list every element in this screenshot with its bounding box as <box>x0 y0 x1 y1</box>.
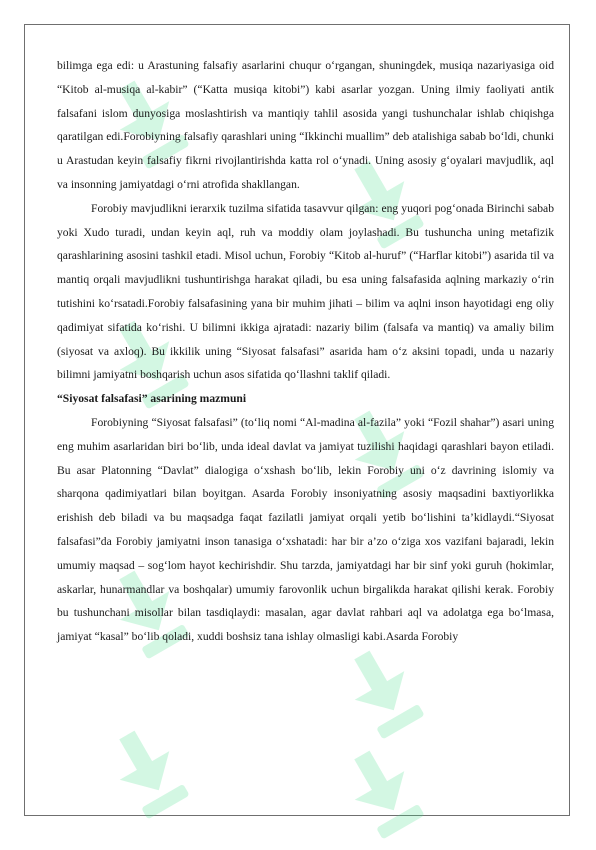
document-body <box>57 54 554 649</box>
section-heading: “Siyosat falsafasi” asarining mazmuni <box>57 392 247 406</box>
paragraph-3: Forobiyning “Siyosat falsafasi” (to‘liq nomi “Al-madina al-fazila” yoki “Fozil shahar”) asari uning eng muhim asarlaridan biri bo‘lib, unda ideal davlat va jamiyat tuzilishi haqidagi qarashlari bayon etiladi. Bu asar Platonning “Davlat” dialogiga o‘xshash bo‘lib, lekin Forobiy uni o‘z davrining islomiy va sharqona qadimiyatlari bilan boyitgan. Asarda Forobiy insoniyatning asosiy maqsadini baxtiyorlikka erishish deb biladi va bu maqsadga faqat fazilatli jamiyat orqali yetib bo‘lishini ta’kidlaydi.“Siyosat falsafasi”da Forobiy jamiyatni inson tanasiga o‘xshatadi: har bir a’zo o‘ziga xos vazifani bajaradi, lekin umumiy maqsad – sog‘lom hayot kechirishdir. Shu tarzda, jamiyatdagi har bir sinf yoki guruh (hokimlar, askarlar, hunarmandlar va boshqalar) umumiy farovonlik uchun birgalikda harakat qilishi kerak. Forobiy bu tushunchani misollar bilan tasdiqlaydi: masalan, agar davlat rahbari aql va adolatga ega bo‘lmasa, jamiyat “kasal” bo‘lib qoladi, xuddi boshsiz tana ishlay olmasligi kabi.Asarda Forobiy <box>57 415 554 644</box>
paragraph-2: Forobiy mavjudlikni ierarxik tuzilma sifatida tasavvur qilgan: eng yuqori pog‘onada Birinchi sabab yoki Xudo turadi, undan keyin aql, ruh va moddiy olam joylashadi. Bu tushuncha uning metafizik qarashlarining asosini tashkil etadi. Misol uchun, Forobiy “Kitob al-huruf” (“Harflar kitobi”) asarida til va mantiq orqali mavjudlikni tushuntirishga harakat qiladi, bu esa uning falsafasida aqlning markaziy o‘rin tutishini ko‘rsatadi.Forobiy falsafasining yana bir muhim jihati – bilim va aqlni inson hayotidagi eng oliy qadimiyat sifatida ko‘rishi. U bilimni ikkiga ajratadi: nazariy bilim (falsafa va mantiq) va amaliy bilim (siyosat va axloq). Bu ikkilik uning “Siyosat falsafasi” asarida ham o‘z aksini topadi, unda u nazariy bilimni jamiyatni boshqarish uchun asos sifatida qo‘llashni taklif qiladi. <box>57 201 554 382</box>
paragraph-1: bilimga ega edi: u Arastuning falsafiy asarlarini chuqur o‘rgangan, shuningdek, musiqa nazariyasiga oid “Kitob al-musiqa al-kabir” (“Katta musiqa kitobi”) kabi asarlar yozgan. Uning ilmiy faoliyati antik falsafani islom dunyosiga moslashtirish va mantiqiy tahlil asosida yangi tushunchalar ishlab chiqishga qaratilgan edi.Forobiyning falsafiy qarashlari uning “Ikkinchi muallim” deb atalishiga sabab bo‘ldi, chunki u Arastudan keyin falsafiy fikrni rivojlantirishda katta rol o‘ynadi. Uning asosiy g‘oyalari mavjudlik, aql va insonning jamiyatdagi o‘rni atrofida shakllangan. <box>57 59 554 191</box>
